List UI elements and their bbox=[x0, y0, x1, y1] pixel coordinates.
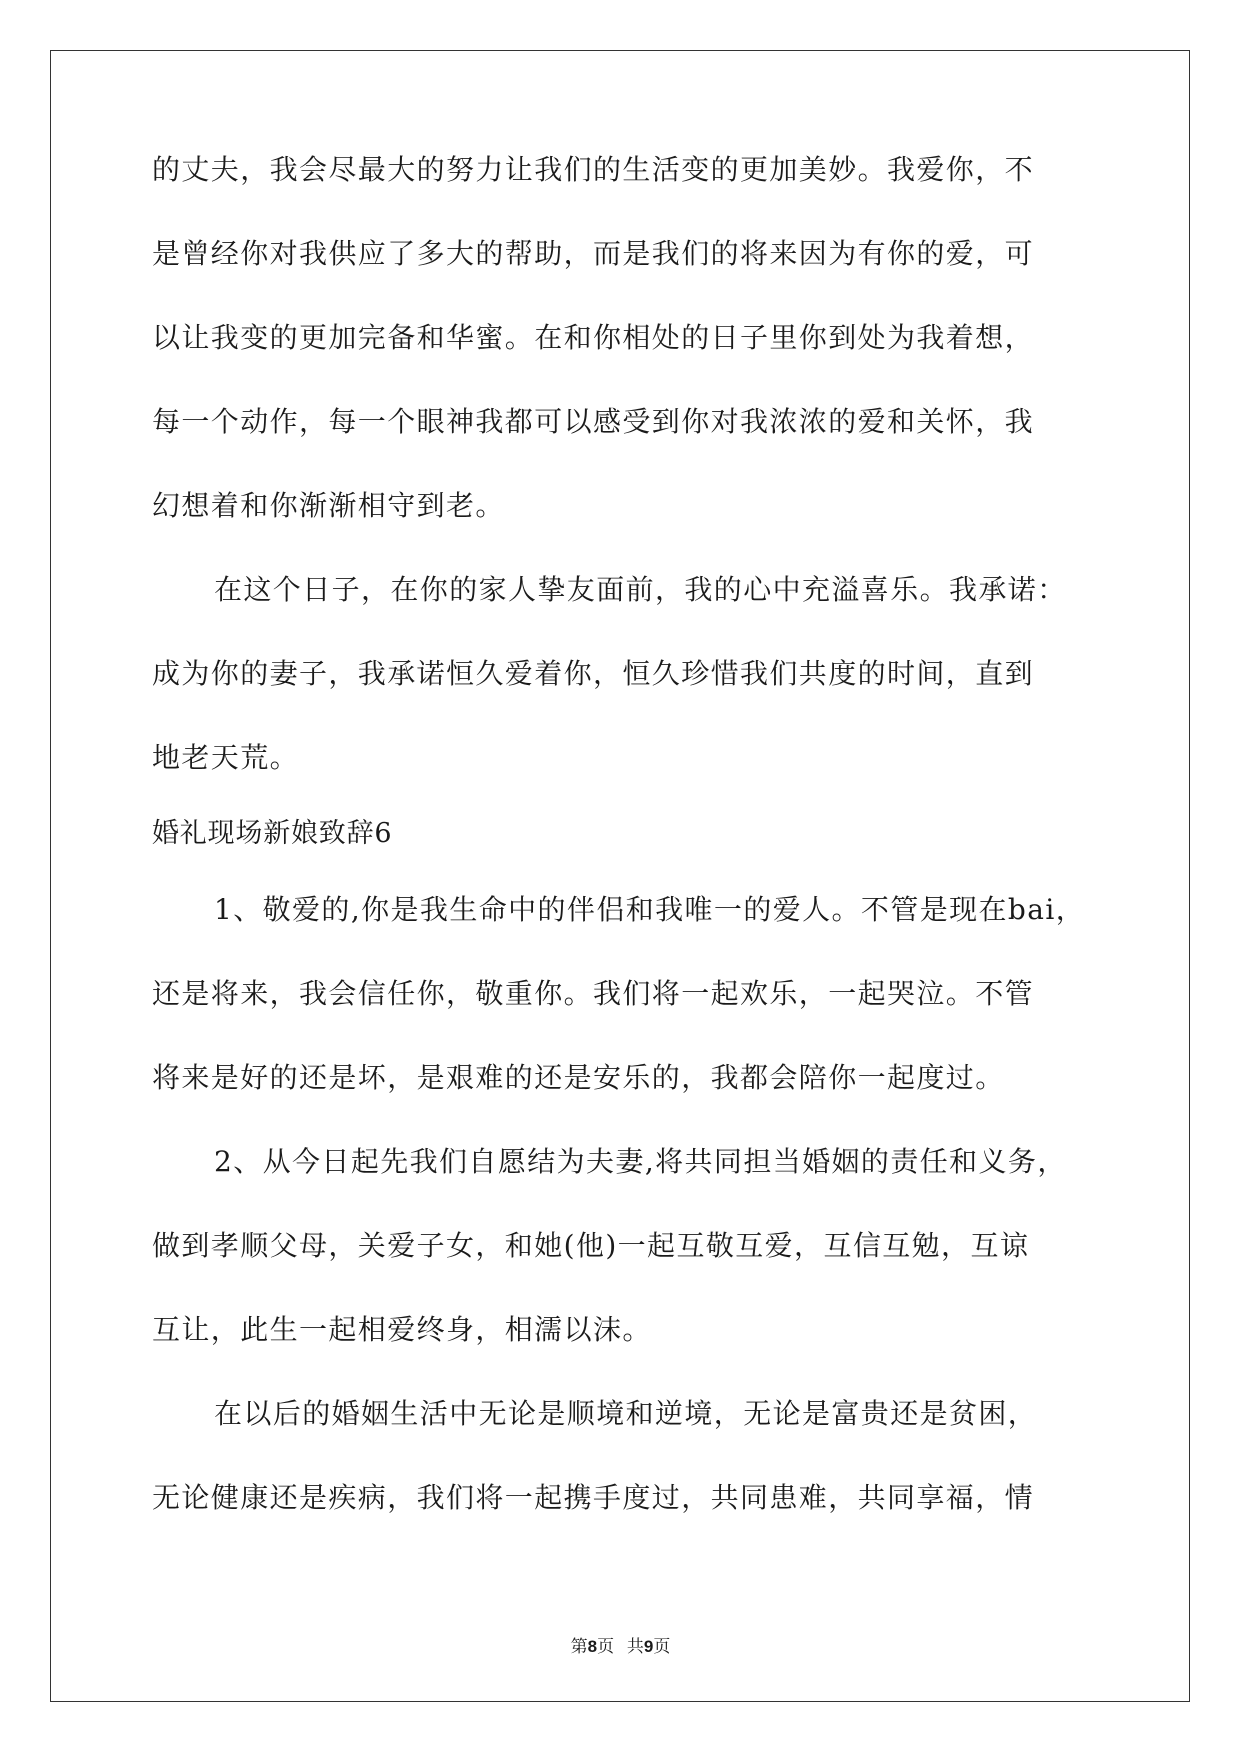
footer-total-suffix: 页 bbox=[653, 1637, 671, 1656]
section-heading: 婚礼现场新娘致辞6 bbox=[152, 818, 393, 849]
paragraph-line: 幻想着和你渐渐相守到老。 bbox=[152, 489, 505, 522]
paragraph-line: 成为你的妻子，我承诺恒久爱着你，恒久珍惜我们共度的时间，直到 bbox=[152, 657, 1035, 690]
footer-prefix: 第 bbox=[570, 1637, 588, 1656]
paragraph-line: 地老天荒。 bbox=[152, 741, 300, 774]
paragraph-line: 将来是好的还是坏，是艰难的还是安乐的，我都会陪你一起度过。 bbox=[152, 1061, 1005, 1094]
paragraph-line: 还是将来，我会信任你，敬重你。我们将一起欢乐，一起哭泣。不管 bbox=[152, 977, 1035, 1010]
total-pages-number: 9 bbox=[643, 1637, 654, 1656]
paragraph-line: 在以后的婚姻生活中无论是顺境和逆境，无论是富贵还是贫困， bbox=[214, 1397, 1038, 1430]
paragraph-line: 以让我变的更加完备和华蜜。在和你相处的日子里你到处为我着想， bbox=[152, 321, 1035, 354]
paragraph-line: 每一个动作，每一个眼神我都可以感受到你对我浓浓的爱和关怀，我 bbox=[152, 405, 1035, 438]
page-footer bbox=[0, 1632, 1241, 1657]
paragraph-line: 是曾经你对我供应了多大的帮助，而是我们的将来因为有你的爱，可 bbox=[152, 237, 1035, 270]
paragraph-line: 做到孝顺父母，关爱子女，和她(他)一起互敬互爱，互信互勉，互谅 bbox=[152, 1229, 1030, 1262]
footer-page-word: 页 bbox=[597, 1637, 615, 1656]
paragraph-line: 2、从今日起先我们自愿结为夫妻,将共同担当婚姻的责任和义务， bbox=[214, 1145, 1067, 1178]
paragraph-line: 互让，此生一起相爱终身，相濡以沫。 bbox=[152, 1313, 652, 1346]
paragraph-line: 无论健康还是疾病，我们将一起携手度过，共同患难，共同享福，情 bbox=[152, 1481, 1035, 1514]
page-border bbox=[50, 50, 1190, 1702]
footer-total-prefix: 共 bbox=[626, 1637, 644, 1656]
current-page-number: 8 bbox=[587, 1637, 598, 1656]
paragraph-line: 在这个日子，在你的家人挚友面前，我的心中充溢喜乐。我承诺： bbox=[214, 573, 1067, 606]
paragraph-line: 1、敬爱的,你是我生命中的伴侣和我唯一的爱人。不管是现在bai， bbox=[214, 893, 1086, 926]
paragraph-line: 的丈夫，我会尽最大的努力让我们的生活变的更加美妙。我爱你，不 bbox=[152, 153, 1035, 186]
